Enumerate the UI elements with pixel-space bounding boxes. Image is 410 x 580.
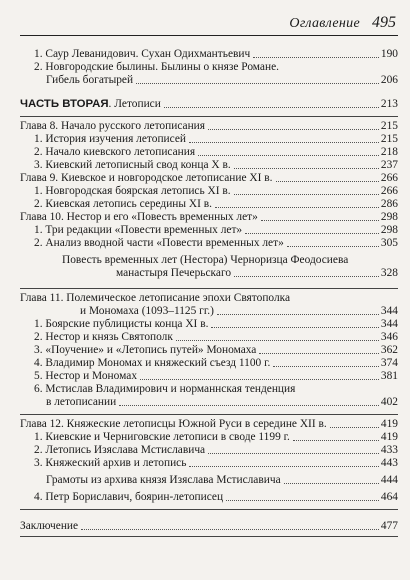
page-number: 495 <box>372 14 396 31</box>
leader-dots <box>189 466 378 467</box>
toc-entry-text: Грамоты из архива князя Изяслава Мстиславича <box>46 474 281 486</box>
leader-dots <box>208 129 379 130</box>
leader-dots <box>226 500 379 501</box>
toc-page-number: 433 <box>380 444 398 456</box>
toc-page-number: 298 <box>380 211 398 223</box>
chapter-entry <box>20 120 398 133</box>
toc-page-number: 464 <box>380 491 398 503</box>
toc-entry-text: 4. Петр Бориславич, боярин-летописец <box>34 491 224 503</box>
toc-page-number: 215 <box>380 133 398 145</box>
page-header <box>0 0 410 38</box>
toc-entry <box>20 146 398 159</box>
toc-entry-text: Глава 9. Киевское и новгородское летописание XI в. <box>20 172 273 184</box>
chapter-entry <box>20 292 398 305</box>
leader-dots <box>234 168 379 169</box>
toc-entry-text: 2. Новгородские былины. Былины о князе Романе. <box>34 61 279 73</box>
toc-entry <box>20 444 398 457</box>
toc-entry <box>20 224 398 237</box>
section-divider <box>20 116 398 117</box>
toc-page-number: 215 <box>380 120 398 132</box>
toc-entry <box>20 198 398 211</box>
toc-page-number: 266 <box>380 172 398 184</box>
toc-entry <box>20 457 398 470</box>
section-divider <box>20 414 398 415</box>
chapter-entry-continuation <box>20 305 398 318</box>
part-title: . Летописи <box>108 98 161 110</box>
toc-entry-continuation <box>20 267 398 280</box>
header-rule <box>20 35 398 36</box>
toc-entry-text: Глава 11. Полемическое летописание эпохи Святополка <box>20 292 291 304</box>
toc-entry-text: 1. Саур Леванидович. Сухан Одихмантьевич <box>34 48 251 60</box>
toc-entry <box>20 159 398 172</box>
toc-page-number: 213 <box>380 98 398 110</box>
toc-entry-text: манастыря Печерьскаго <box>116 267 232 279</box>
toc-entry <box>20 133 398 146</box>
toc-page-number: 298 <box>380 224 398 236</box>
leader-dots <box>273 366 379 367</box>
toc-entry-text: и Мономаха (1093–1125 гг.) <box>80 305 214 317</box>
toc-entry-text: 3. Киевский летописный свод конца X в. <box>34 159 231 171</box>
toc-entry <box>20 491 398 504</box>
toc-entry <box>20 331 398 344</box>
chapter-entry <box>20 418 398 431</box>
toc-page-number: 444 <box>380 474 398 486</box>
leader-dots <box>293 440 379 441</box>
toc-entry-text: 2. Начало киевского летописания <box>34 146 196 158</box>
toc-entry-text: 2. Летопись Изяслава Мстиславича <box>34 444 206 456</box>
toc-entry-continuation <box>20 74 398 87</box>
leader-dots <box>261 220 379 221</box>
toc-page-number: 362 <box>380 344 398 356</box>
leader-dots <box>215 207 379 208</box>
toc-entry-text: 1. Три редакции «Повести временных лет» <box>34 224 243 236</box>
leader-dots <box>234 276 379 277</box>
toc-page-number: 419 <box>380 431 398 443</box>
leader-dots <box>287 246 379 247</box>
toc-page-number: 328 <box>380 267 398 279</box>
leader-dots <box>176 340 379 341</box>
toc-entry <box>20 474 398 487</box>
toc-entry <box>20 237 398 250</box>
toc-page-number: 443 <box>380 457 398 469</box>
toc-page-number: 344 <box>380 305 398 317</box>
toc-page-number: 218 <box>380 146 398 158</box>
toc-entry-text: 1. История изучения летописей <box>34 133 186 145</box>
leader-dots <box>211 327 378 328</box>
conclusion-entry <box>20 520 398 533</box>
toc-entry <box>20 357 398 370</box>
running-title: Оглавление <box>289 16 360 31</box>
leader-dots <box>164 107 379 108</box>
toc-entry-text: 1. Киевские и Черниговские летописи в своде 1199 г. <box>34 431 290 443</box>
toc-entry-text: 5. Нестор и Мономах <box>34 370 138 382</box>
leader-dots <box>245 233 379 234</box>
toc-entry <box>20 185 398 198</box>
toc-page-number: 305 <box>380 237 398 249</box>
section-divider <box>20 288 398 289</box>
toc-page-number: 346 <box>380 331 398 343</box>
leader-dots <box>189 142 379 143</box>
toc-page-number: 381 <box>380 370 398 382</box>
toc-entry-text: 4. Владимир Мономах и княжеский съезд 1100 г. <box>34 357 271 369</box>
leader-dots <box>253 57 379 58</box>
toc-page-number: 374 <box>380 357 398 369</box>
leader-dots <box>276 181 379 182</box>
leader-dots <box>198 155 379 156</box>
toc-entry <box>20 48 398 61</box>
part-heading <box>20 98 398 111</box>
toc-page-number: 206 <box>380 74 398 86</box>
leader-dots <box>136 83 379 84</box>
toc-entry-text: 3. Княжеский архив и летопись <box>34 457 187 469</box>
chapter-entry <box>20 211 398 224</box>
leader-dots <box>234 194 379 195</box>
leader-dots <box>208 453 379 454</box>
toc-entry-text: Глава 12. Княжеские летописцы Южной Руси в середине XII в. <box>20 418 327 430</box>
toc-page-number: 344 <box>380 318 398 330</box>
toc-page-number: 266 <box>380 185 398 197</box>
toc-page-number: 237 <box>380 159 398 171</box>
leader-dots <box>81 529 379 530</box>
toc-page-number: 286 <box>380 198 398 210</box>
chapter-entry <box>20 172 398 185</box>
section-divider <box>20 536 398 537</box>
toc-entry-text: 3. «Поучение» и «Летопись путей» Мономаха <box>34 344 257 356</box>
toc-entry-text: в летописании <box>46 396 117 408</box>
toc-page-number: 477 <box>380 520 398 532</box>
toc-entry-text: Повесть временных лет (Нестора) Черноризца Феодосиева <box>62 254 349 266</box>
toc-entry <box>20 61 398 74</box>
toc-entry <box>20 383 398 396</box>
leader-dots <box>217 314 379 315</box>
leader-dots <box>259 353 379 354</box>
toc-entry-text: 2. Анализ вводной части «Повести временных лет» <box>34 237 284 249</box>
toc-page-number: 190 <box>380 48 398 60</box>
toc-entry-text: Глава 8. Начало русского летописания <box>20 120 205 132</box>
toc-entry-text: 1. Новгородская боярская летопись XI в. <box>34 185 231 197</box>
leader-dots <box>140 379 379 380</box>
toc-entry-text: Гибель богатырей <box>46 74 134 86</box>
part-label: ЧАСТЬ ВТОРАЯ <box>20 98 109 110</box>
toc-entry <box>20 370 398 383</box>
toc-entry-text: 2. Нестор и князь Святополк <box>34 331 173 343</box>
toc-entry <box>20 318 398 331</box>
toc-page-number: 402 <box>380 396 398 408</box>
toc-entry <box>20 254 398 267</box>
toc-entry-continuation <box>20 396 398 409</box>
toc-entry-text: 2. Киевская летопись середины XI в. <box>34 198 212 210</box>
toc-entry <box>20 431 398 444</box>
leader-dots <box>284 483 379 484</box>
toc-entry-text: Заключение <box>20 520 79 532</box>
toc-entry-text: Глава 10. Нестор и его «Повесть временных лет» <box>20 211 258 223</box>
toc-entry-text: 6. Мстислав Владимирович и норманнская тенденция <box>34 383 296 395</box>
toc-page-number: 419 <box>380 418 398 430</box>
toc-entry-text: 1. Боярские публицисты конца XI в. <box>34 318 209 330</box>
leader-dots <box>330 427 379 428</box>
section-divider <box>20 509 398 510</box>
leader-dots <box>119 405 379 406</box>
toc-entry <box>20 344 398 357</box>
